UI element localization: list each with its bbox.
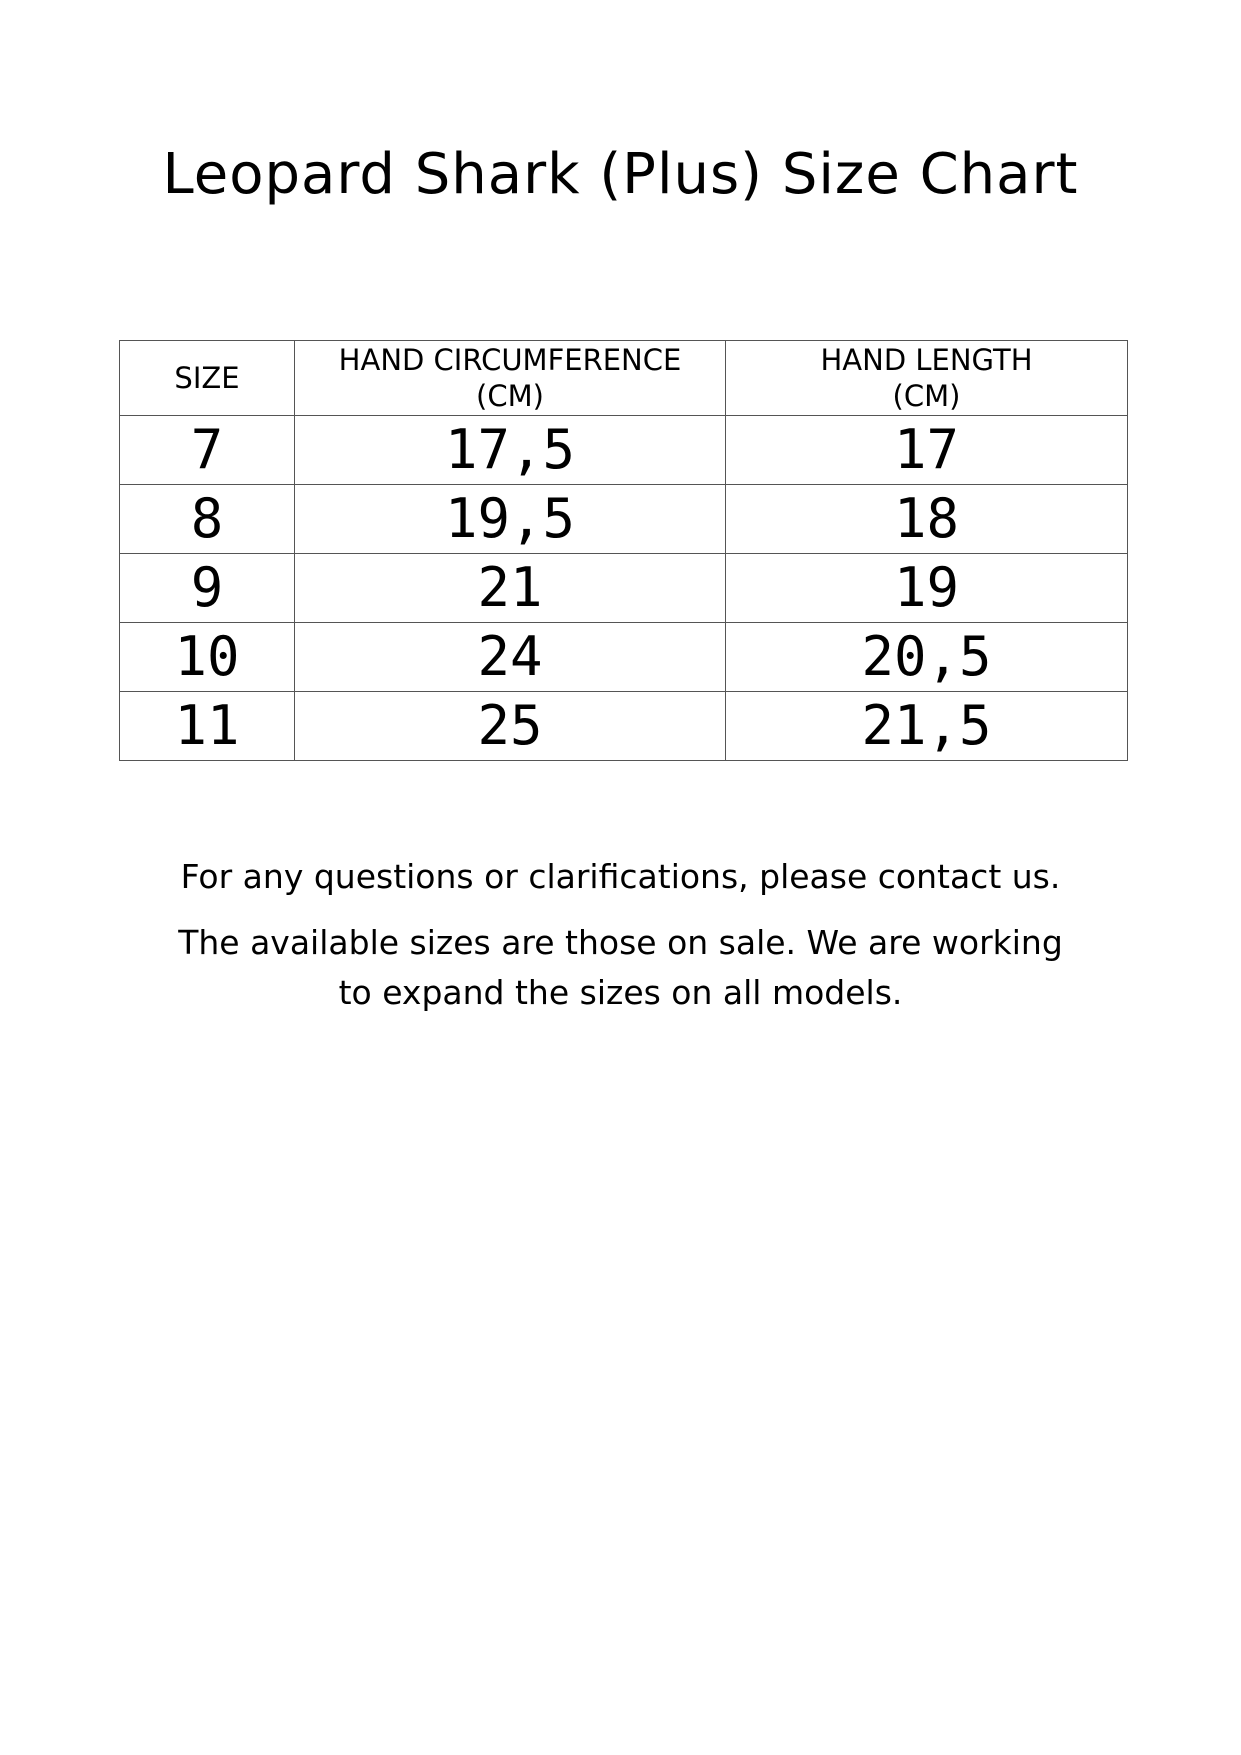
page-title: Leopard Shark (Plus) Size Chart [162, 142, 1079, 207]
cell-hand-circumference: 17,5 [295, 416, 726, 485]
cell-size: 10 [120, 623, 295, 692]
sizes-note [0, 918, 1241, 1018]
sizes-note-line-2: to expand the sizes on all models. [338, 973, 903, 1012]
cell-hand-length: 17 [726, 416, 1128, 485]
table-row [120, 692, 1128, 761]
cell-size: 8 [120, 485, 295, 554]
table-row [120, 554, 1128, 623]
cell-hand-circumference: 21 [295, 554, 726, 623]
header-hand-circumference [295, 341, 726, 416]
size-chart-table [119, 340, 1128, 761]
cell-hand-length: 19 [726, 554, 1128, 623]
cell-hand-circumference: 24 [295, 623, 726, 692]
cell-size: 7 [120, 416, 295, 485]
table-header-row [120, 341, 1128, 416]
header-hand-circumference-label: HAND CIRCUMFERENCE [338, 343, 682, 377]
header-size-label: SIZE [174, 361, 240, 395]
header-hand-length-label: HAND LENGTH [820, 343, 1033, 377]
table-row [120, 623, 1128, 692]
table-row [120, 416, 1128, 485]
cell-hand-circumference: 25 [295, 692, 726, 761]
table-row [120, 485, 1128, 554]
header-hand-circumference-unit: (CM) [476, 379, 544, 413]
sizes-note-line-1: The available sizes are those on sale. We are working [178, 923, 1063, 962]
cell-hand-length: 20,5 [726, 623, 1128, 692]
cell-size: 11 [120, 692, 295, 761]
header-hand-length-unit: (CM) [892, 379, 961, 413]
cell-hand-length: 18 [726, 485, 1128, 554]
header-size [120, 341, 295, 416]
cell-size: 9 [120, 554, 295, 623]
cell-hand-length: 21,5 [726, 692, 1128, 761]
contact-note: For any questions or clarifications, please contact us. [180, 857, 1061, 896]
cell-hand-circumference: 19,5 [295, 485, 726, 554]
header-hand-length [726, 341, 1128, 416]
